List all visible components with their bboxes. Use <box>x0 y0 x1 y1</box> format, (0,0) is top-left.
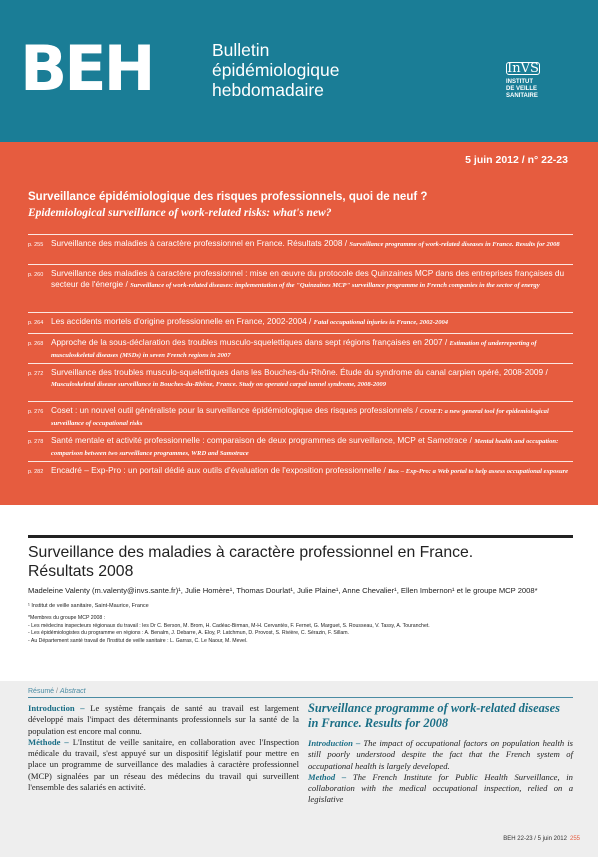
invs-mark: InVS <box>507 61 539 76</box>
toc-item[interactable] <box>28 234 573 262</box>
toc-page: p. 255 <box>28 242 44 248</box>
toc-title-fr: Surveillance des maladies à caractère professionnel en France. Résultats 2008 <box>51 238 343 248</box>
toc-item[interactable] <box>28 264 573 310</box>
toc-title-en: Musculoskeletal disease surveillance in Bouches-du-Rhône, France. Study on operated carpal tunnel syndrome, 2008-2009 <box>51 381 387 389</box>
group-line: - Au Département santé travail de l'Institut de veille sanitaire : L. Garras, C. Le Naour, M. Mevel. <box>28 638 248 645</box>
abstract-fr <box>28 703 299 793</box>
toc-text: Coset : un nouvel outil généraliste pour la surveillance épidémiologique des risques professionnels / COSET: a new general tool for epidemiological surveillance of occupational risks <box>51 405 549 428</box>
toc-title-fr: Les accidents mortels d'origine professionnelle en France, 2002-2004 <box>51 316 307 326</box>
article-rule <box>28 535 573 538</box>
group-members <box>28 615 573 646</box>
group-heading: *Membres du groupe MCP 2008 : <box>28 615 106 621</box>
toc-title-en: Mental health and occupation: comparison between two surveillance programmes, WRD and Samotrace <box>51 438 559 458</box>
masthead <box>0 0 598 142</box>
article-title-line: Résultats 2008 <box>28 563 134 580</box>
footer-page-number: 255 <box>569 836 580 842</box>
abstract-fr-intro <box>28 703 299 737</box>
article-title-line: Surveillance des maladies à caractère professionnel en France. <box>28 544 474 561</box>
abstract-label-fr: Résumé <box>28 688 55 695</box>
toc-item[interactable] <box>28 363 573 399</box>
toc-title-en: COSET: a new general tool for epidemiological surveillance of occupational risks <box>51 408 549 428</box>
abstract-fr-method-text: L'Institut de veille sanitaire, en collaboration avec l'Inspection médicale du travail, s'est appuyé sur un dispositif législatif pour mettre en place un programme de surveillance des maladies à caractère professionnel (MCP) signalées par un réseau des médecins du travail qui surveillent l'ensemble des salariés en activité. <box>28 736 300 793</box>
issue-date: 5 juin 2012 / n° 22-23 <box>465 154 568 166</box>
article-title <box>28 543 573 581</box>
toc-text: Surveillance des maladies à caractère professionnel en France. Résultats 2008 / Surveillance programme of work-related diseases in France. Results for 2008 <box>51 238 560 248</box>
toc-title-fr: Surveillance des maladies à caractère professionnel : mise en œuvre du protocole des Quinzaines MCP dans des entreprises françaises du secteur de l'énergie <box>51 268 565 290</box>
toc-item[interactable] <box>28 333 573 361</box>
abstract-label <box>28 688 86 695</box>
abstract-en-method <box>308 772 573 806</box>
abstract-fr-method <box>28 737 299 793</box>
toc-item[interactable] <box>28 312 573 332</box>
toc-page: p. 264 <box>28 320 44 326</box>
footer-issue: BEH 22-23 / 5 juin 2012 <box>503 836 567 842</box>
abstract-en-title: Surveillance programme of work-related diseases in France. Results for 2008 <box>308 701 560 730</box>
abstract-en-method-text: The French Institute for Public Health Surveillance, in collaboration with the medical occupational inspection, relied on a legislative <box>308 771 573 805</box>
toc-title-fr: Coset : un nouvel outil généraliste pour la surveillance épidémiologique des risques professionnels <box>51 405 414 415</box>
group-line: - Les médecins inspecteurs régionaux du travail : les Dr C. Berson, M. Brom, H. Cadéac-Birman, M-H. Cervantès, F. Fernet, G. Marguet, S. Rousseau, V. Tassy, A. Touranchet. <box>28 622 430 629</box>
toc-text: Santé mentale et activité professionnelle : comparaison de deux programmes de surveillance, MCP et Samotrace / Mental health and occupation: comparison between two surveillance programmes, WRD and Samotrace <box>51 435 559 458</box>
invs-logo <box>506 62 570 100</box>
toc-item[interactable] <box>28 461 573 489</box>
beh-logo: BEH <box>20 32 153 105</box>
toc-text: Les accidents mortels d'origine professionnelle en France, 2002-2004 / Fatal occupational injuries in France, 2002-2004 <box>51 316 449 326</box>
invs-name-line: DE VEILLE SANITAIRE <box>506 86 538 99</box>
group-line: - Les épidémiologistes du programme en régions : A. Benalm, J. Debarre, A. Eloy, P. Latchmun, D. Provost, S. Rivière, C. Sérazin, F. Sillam. <box>28 630 349 637</box>
toc-title-en: Fatal occupational injuries in France, 2002-2004 <box>313 319 449 326</box>
toc-title-en: Surveillance programme of work-related diseases in France. Results for 2008 <box>349 241 560 248</box>
page-footer <box>503 836 580 842</box>
toc-text: Surveillance des troubles musculo-squelettiques dans les Bouches-du-Rhône. Étude du syndrome du canal carpien opéré, 2008-2009 / Musculoskeletal disease surveillance in Bouches-du-Rhône, France. Study on operated carpal tunnel syndrome, 2008-2009 <box>51 367 548 389</box>
abstract-en-method-head: Method – <box>308 771 347 782</box>
abstract-label-en: Abstract <box>59 688 86 695</box>
toc-page: p. 268 <box>28 341 44 347</box>
toc-page: p. 260 <box>28 272 44 278</box>
toc-title-en: Surveillance of work-related diseases: implementation of the "Quinzaines MCP" surveillance programme in French companies in the sector of energy <box>130 282 540 290</box>
article-affiliation: ¹ Institut de veille sanitaire, Saint-Maurice, France <box>28 603 149 609</box>
lead-title-en: Epidemiological surveillance of work-related risks: what's new? <box>28 207 332 219</box>
toc-text: Surveillance des maladies à caractère professionnel : mise en œuvre du protocole des Quinzaines MCP dans des entreprises françaises du secteur de l'énergie / Surveillance of work-related diseases: implementation of the "Quinzaines MCP" surveillance programme in French companies in the sector of energy <box>51 268 565 290</box>
abstract-fr-method-head: Méthode – <box>28 736 69 747</box>
toc-page: p. 272 <box>28 371 44 377</box>
toc-page: p. 282 <box>28 469 44 475</box>
toc-title-fr: Santé mentale et activité professionnelle : comparaison de deux programmes de surveillance, MCP et Samotrace <box>51 435 468 445</box>
toc-title-fr: Approche de la sous-déclaration des troubles musculo-squelettiques dans sept régions françaises en 2007 <box>51 337 443 347</box>
abstract-en-intro <box>308 738 573 772</box>
toc-item[interactable] <box>28 401 573 429</box>
article-authors: Madeleine Valenty (m.valenty@invs.sante.fr)¹, Julie Homère¹, Thomas Dourlat¹, Julie Plaine¹, Anne Chevalier¹, Ellen Imbernon¹ et le groupe MCP 2008* <box>28 586 538 595</box>
toc-title-fr: Surveillance des troubles musculo-squelettiques dans les Bouches-du-Rhône. Étude du syndrome du canal carpien opéré, 2008-2009 <box>51 367 544 377</box>
abstract-fr-intro-text: Le système français de santé au travail est largement développé mais l'impact des déterminants professionnels sur la santé de la population est encore mal connu. <box>28 703 299 736</box>
invs-name-line: INSTITUT <box>506 79 533 85</box>
journal-title-line: épidémiologique <box>212 60 340 80</box>
toc-title-en: Box – Exp-Pro: a Web portal to help assess occupational exposure <box>388 468 569 475</box>
abstract-en-intro-text: The impact of occupational factors on population health is still poorly understood despite the fact that the French system of occupational health is largely developed. <box>308 738 573 771</box>
journal-title-line: Bulletin <box>212 40 270 60</box>
abstract-en <box>308 738 573 806</box>
toc-title-en: Estimation of underreporting of musculoskeletal diseases (MSDs) in seven French regions in 2007 <box>51 340 537 360</box>
toc-title-fr: Encadré – Exp-Pro : un portail dédié aux outils d'évaluation de l'exposition professionnelle <box>51 465 382 475</box>
journal-title-line: hebdomadaire <box>212 80 324 100</box>
toc-text: Approche de la sous-déclaration des troubles musculo-squelettiques dans sept régions françaises en 2007 / Estimation of underreporting of musculoskeletal diseases (MSDs) in seven French regions in 2007 <box>51 337 537 360</box>
abstract-rule <box>28 697 573 698</box>
abstract-en-intro-head: Introduction – <box>308 738 361 748</box>
journal-title <box>212 40 339 100</box>
toc-page: p. 278 <box>28 439 44 445</box>
lead-title-fr: Surveillance épidémiologique des risques professionnels, quoi de neuf ? <box>28 191 428 203</box>
toc-item[interactable] <box>28 431 573 459</box>
abstract-fr-intro-head: Introduction – <box>28 703 85 713</box>
toc-text: Encadré – Exp-Pro : un portail dédié aux outils d'évaluation de l'exposition professionnelle / Box – Exp-Pro: a Web portal to help assess occupational exposure <box>51 465 569 475</box>
abstract-label-separator: / <box>54 688 60 695</box>
toc-page: p. 276 <box>28 409 44 415</box>
